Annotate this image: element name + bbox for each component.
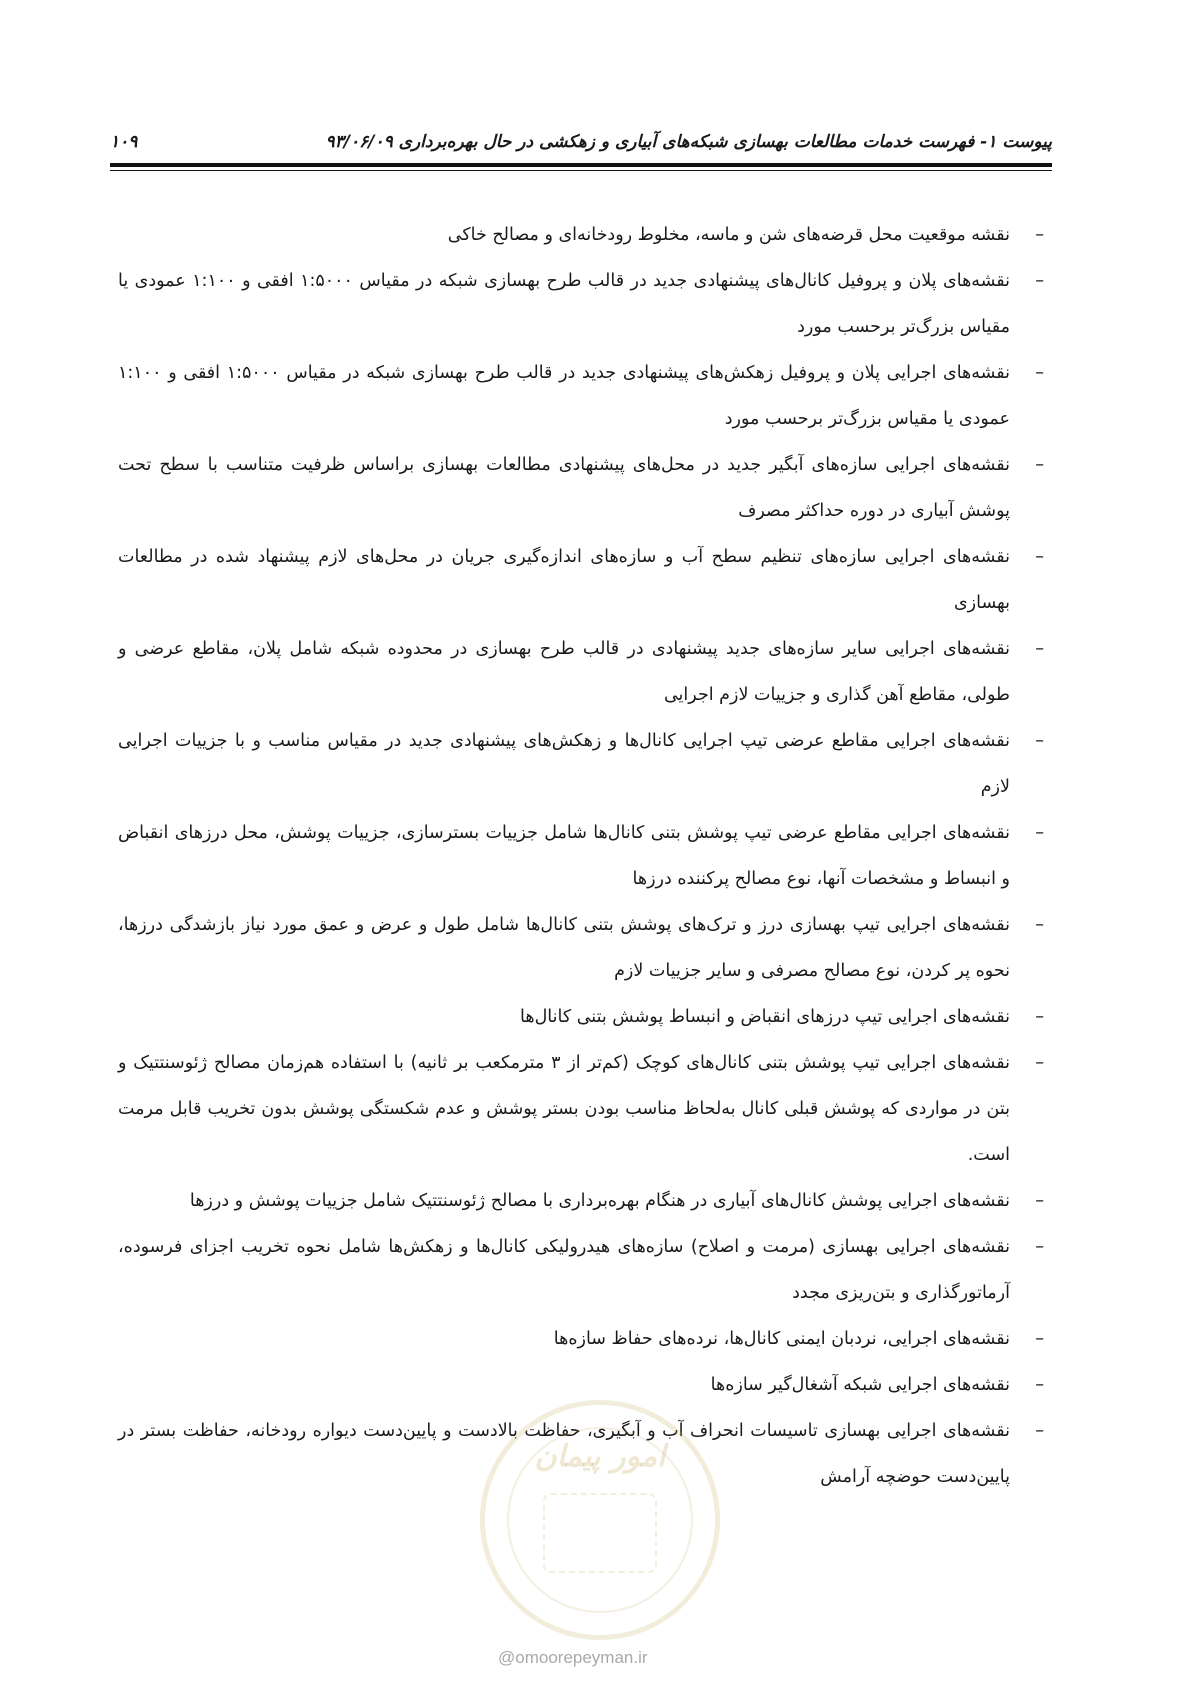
page-header — [110, 124, 1052, 160]
bullet-dash: – — [1035, 455, 1044, 475]
gear-icon — [543, 1493, 657, 1573]
list-item — [118, 212, 1050, 258]
list-item — [118, 902, 1050, 994]
list-item-text: نقشه‌های اجرایی مقاطع عرضی تیپ اجرایی کانال‌ها و زهکش‌های پیشنهادی جدید در مقیاس مناسب و با جزییات اجرایی لازم — [118, 731, 1010, 797]
list-item-text: نقشه‌های اجرایی تیپ بهسازی درز و ترک‌های پوشش بتنی کانال‌ها شامل طول و عرض و عمق مورد نیاز بازشدگی درزها، نحوه پر کردن، نوع مصالح مصرفی و سایر جزییات لازم — [118, 915, 1010, 981]
bullet-dash: – — [1035, 915, 1044, 935]
header-rule-thick — [110, 163, 1052, 167]
bullet-dash: – — [1035, 547, 1044, 567]
list-item — [118, 626, 1050, 718]
bullet-dash: – — [1035, 1191, 1044, 1211]
list-item — [118, 1408, 1050, 1500]
bullet-dash: – — [1035, 271, 1044, 291]
list-item-text: نقشه‌های اجرایی سایر سازه‌های جدید پیشنهادی در قالب طرح بهسازی در محدوده شبکه شامل پلان، مقاطع عرضی و طولی، مقاطع آهن گذاری و جزییات لازم اجرایی — [118, 639, 1010, 705]
bullet-dash: – — [1035, 225, 1044, 245]
watermark-website: @omoorepeyman.ir — [498, 1648, 648, 1667]
page-number: ۱۰۹ — [110, 132, 138, 152]
header-title: پیوست ۱- فهرست خدمات مطالعات بهسازی شبکه‌های آبیاری و زهکشی در حال بهره‌برداری ۹۳/۰۶/۰۹ — [325, 132, 1052, 152]
list-item-text: نقشه‌های اجرایی سازه‌های تنظیم سطح آب و سازه‌های اندازه‌گیری جریان در محل‌های لازم پیشنهاد شده در مطالعات بهسازی — [118, 547, 1010, 613]
bullet-dash: – — [1035, 1053, 1044, 1073]
bullet-dash: – — [1035, 1421, 1044, 1441]
list-item-text: نقشه‌های اجرایی بهسازی تاسیسات انحراف آب و آبگیری، حفاظت بالادست و پایین‌دست دیواره رودخانه، حفاظت بستر در پایین‌دست حوضچه آرامش — [118, 1421, 1010, 1487]
list-item — [118, 258, 1050, 350]
list-item — [118, 534, 1050, 626]
list-item — [118, 1316, 1050, 1362]
list-item — [118, 442, 1050, 534]
list-item — [118, 1040, 1050, 1178]
bullet-dash: – — [1035, 639, 1044, 659]
list-item-text: نقشه‌های اجرایی پوشش کانال‌های آبیاری در هنگام بهره‌برداری با مصالح ژئوسنتتیک شامل جزییات پوشش و درزها — [189, 1191, 1010, 1211]
list-item — [118, 810, 1050, 902]
list-item-text: نقشه‌های اجرایی مقاطع عرضی تیپ پوشش بتنی کانال‌ها شامل جزییات بسترسازی، جزییات پوشش، محل درزهای انقباض و انبساط و مشخصات آنها، نوع مصالح پرکننده درزها — [118, 823, 1010, 889]
bullet-dash: – — [1035, 1007, 1044, 1027]
list-item — [118, 350, 1050, 442]
bullet-dash: – — [1035, 823, 1044, 843]
list-item-text: نقشه‌های پلان و پروفیل کانال‌های پیشنهادی جدید در قالب طرح بهسازی شبکه در مقیاس ۱:۵۰۰۰ افقی و ۱:۱۰۰ عمودی یا مقیاس بزرگ‌تر برحسب مورد — [118, 271, 1011, 337]
bullet-dash: – — [1035, 1329, 1044, 1349]
list-item — [118, 1224, 1050, 1316]
list-item-text: نقشه‌های اجرایی تیپ درزهای انقباض و انبساط پوشش بتنی کانال‌ها — [520, 1007, 1010, 1027]
list-item-text: نقشه‌های اجرایی سازه‌های آبگیر جدید در محل‌های پیشنهادی مطالعات بهسازی براساس ظرفیت متناسب با سطح تحت پوشش آبیاری در دوره حداکثر مصرف — [118, 455, 1010, 521]
list-item-text: نقشه‌های اجرایی شبکه آشغال‌گیر سازه‌ها — [710, 1375, 1010, 1395]
list-item-text: نقشه‌های اجرایی بهسازی (مرمت و اصلاح) سازه‌های هیدرولیکی کانال‌ها و زهکش‌ها شامل نحوه تخریب اجزای فرسوده، آرماتورگذاری و بتن‌ریزی مجدد — [118, 1237, 1010, 1303]
bullet-dash: – — [1035, 731, 1044, 751]
header-rule-thin — [110, 170, 1052, 171]
list-item — [118, 1178, 1050, 1224]
bullet-dash: – — [1035, 1375, 1044, 1395]
seal-text: امور پیمان — [534, 1439, 666, 1474]
document-body — [118, 212, 1050, 1500]
list-item-text: نقشه موقعیت محل قرضه‌های شن و ماسه، مخلوط رودخانه‌ای و مصالح خاکی — [447, 225, 1010, 245]
list-item — [118, 994, 1050, 1040]
list-item-text: نقشه‌های اجرایی تیپ پوشش بتنی کانال‌های کوچک (کم‌تر از ۳ مترمکعب بر ثانیه) با استفاده هم‌زمان مصالح ژئوسنتتیک و بتن در مواردی که پوشش قبلی کانال به‌لحاظ مناسب بودن بستر پوشش و عدم شکستگی پوشش بدون تخریب قابل مرمت است. — [118, 1053, 1010, 1165]
list-item — [118, 718, 1050, 810]
list-item-text: نقشه‌های اجرایی، نردبان ایمنی کانال‌ها، نرده‌های حفاظ سازه‌ها — [553, 1329, 1010, 1349]
list-item — [118, 1362, 1050, 1408]
list-item-text: نقشه‌های اجرایی پلان و پروفیل زهکش‌های پیشنهادی جدید در قالب طرح بهسازی شبکه در مقیاس ۱:۵۰۰۰ افقی و ۱:۱۰۰ عمودی یا مقیاس بزرگ‌تر برحسب مورد — [118, 363, 1010, 429]
bullet-dash: – — [1035, 363, 1044, 383]
bullet-dash: – — [1035, 1237, 1044, 1257]
